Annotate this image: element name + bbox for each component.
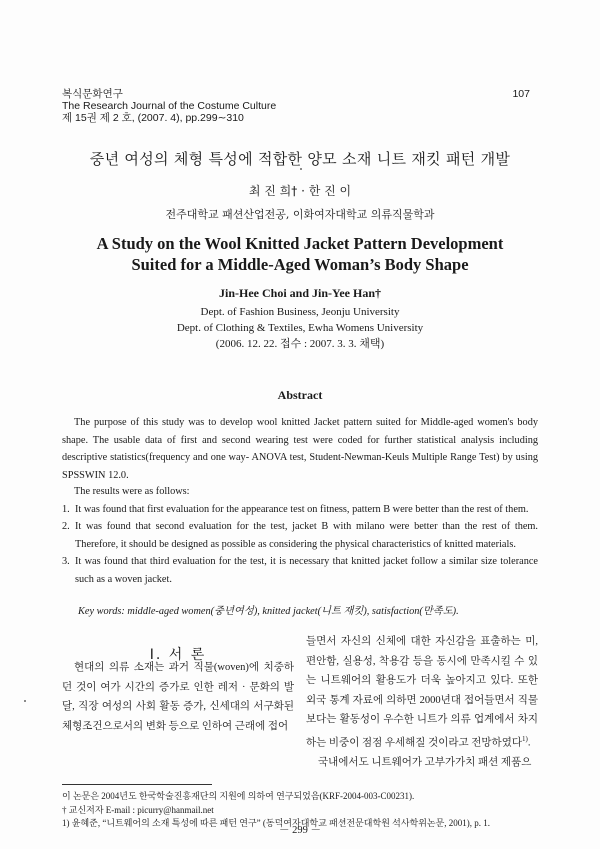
body-right-column <box>306 632 538 773</box>
affiliation-english <box>0 304 600 352</box>
body-paragraph <box>306 632 538 753</box>
results-intro: The results were as follows: <box>74 486 190 497</box>
title-korean: 중년 여성의 체형 특성에 적합한 양모 소재 니트 재킷 패턴 개발 <box>89 150 511 168</box>
keywords: Key words: middle-aged women(중년여성), knitted jacket(니트 재킷), satisfaction(만족도). <box>78 606 459 617</box>
abstract-results <box>62 483 538 589</box>
section-heading-introduction: Ⅰ. 서 론 <box>149 647 207 663</box>
title-english-line1: A Study on the Wool Knitted Jacket Pattern Development <box>96 234 504 253</box>
journal-name-ko: 복식문화연구 <box>62 88 123 100</box>
header-page-number: 107 <box>512 88 530 100</box>
authors-korean: 최 진 희† · 한 진 이 <box>248 184 352 198</box>
results-list <box>62 501 538 589</box>
body-paragraph: 현대의 의류 소재는 과거 직물(woven)에 치중하던 것이 여가 시간의 증가로 인한 레저 · 문화의 발달, 직장 여성의 사회 활동 증가, 신세대의 서구화된 체형조건으로서의 변화 등으로 인하여 근래에 접어 <box>62 662 294 732</box>
body-left-column <box>62 658 294 736</box>
result-number: 1. <box>62 503 70 515</box>
result-number: 3. <box>62 556 70 568</box>
scan-speck <box>24 700 26 702</box>
journal-volume: 제 15권 제 2 호, (2007. 4), pp.299∼310 <box>62 112 244 124</box>
abstract-heading: Abstract <box>277 388 323 402</box>
scan-speck <box>300 168 302 170</box>
body-paragraph-end: . <box>527 737 531 749</box>
journal-header <box>62 88 276 124</box>
footnote-reference: 1) 윤혜준, “니트웨어의 소재 특성에 따른 패턴 연구” (동덕여자대학교 패션전문대학원 석사학위논문, 2001), p. 1. <box>62 818 491 828</box>
result-text: It was found that second evaluation for the test, jacket B with milano were better than the rest of them. Therefore, it should be designed as possible as considering the physical characteristics of knitted materials. <box>75 521 538 550</box>
result-text: It was found that third evaluation for the test, it is necessary that knitted jacket follow a similar size tolerance such as a woven jacket. <box>75 556 538 585</box>
abstract-paragraph: The purpose of this study was to develop wool knitted Jacket pattern suited for Middle-aged women's body shape. The usable data of first and second wearing test were coded for further statistical analysis including descriptive statistics(frequency and one way- ANOVA test, Student-Newman-Keuls Multiple Range Test) by using SPSSWIN 12.0. <box>62 417 538 481</box>
title-english <box>0 233 600 275</box>
body-paragraph-text: 들면서 자신의 신체에 대한 자신감을 표출하는 미, 편안함, 실용성, 착용감 등을 동시에 만족시킬 수 있는 니트웨어의 활용도가 더욱 높아지고 있다. 또한 외국 통계 자료에 의하면 2000년대 접어들면서 직물보다는 활동성이 우수한 니트가 의류 업계에서 차지하는 비중이 점점 우세해질 것이라고 전망하였다 <box>306 636 538 749</box>
result-item <box>62 518 538 553</box>
title-english-line2: Suited for a Middle-Aged Woman’s Body Shape <box>131 255 469 274</box>
result-item <box>62 501 538 519</box>
footnote-divider <box>62 784 212 785</box>
footnote-ref: 1) <box>521 734 528 743</box>
affiliation-english-2: Dept. of Clothing & Textiles, Ewha Womens University <box>176 322 424 334</box>
result-text: It was found that first evaluation for the appearance test on fitness, pattern B were better than the rest of them. <box>75 503 529 515</box>
affiliation-english-1: Dept. of Fashion Business, Jeonju University <box>200 306 400 318</box>
result-item <box>62 553 538 588</box>
result-number: 2. <box>62 521 70 533</box>
footnote-funding: 이 논문은 2004년도 한국학술진흥재단의 지원에 의하여 연구되었음(KRF-2004-003-C00231). <box>62 791 415 801</box>
body-paragraph: 국내에서도 니트웨어가 고부가가치 패션 제품으 <box>318 757 532 769</box>
footer-page-number: － 299 － <box>279 825 321 836</box>
journal-name-en: The Research Journal of the Costume Culture <box>62 100 277 112</box>
affiliation-korean: 전주대학교 패션산업전공, 이화여자대학교 의류직물학과 <box>165 208 435 221</box>
footnote-corresponding: † 교신저자 E-mail : picurry@hanmail.net <box>62 804 214 815</box>
authors-english: Jin-Hee Choi and Jin-Yee Han† <box>218 286 381 300</box>
received-accepted-dates: (2006. 12. 22. 접수 : 2007. 3. 3. 채택) <box>215 338 385 350</box>
